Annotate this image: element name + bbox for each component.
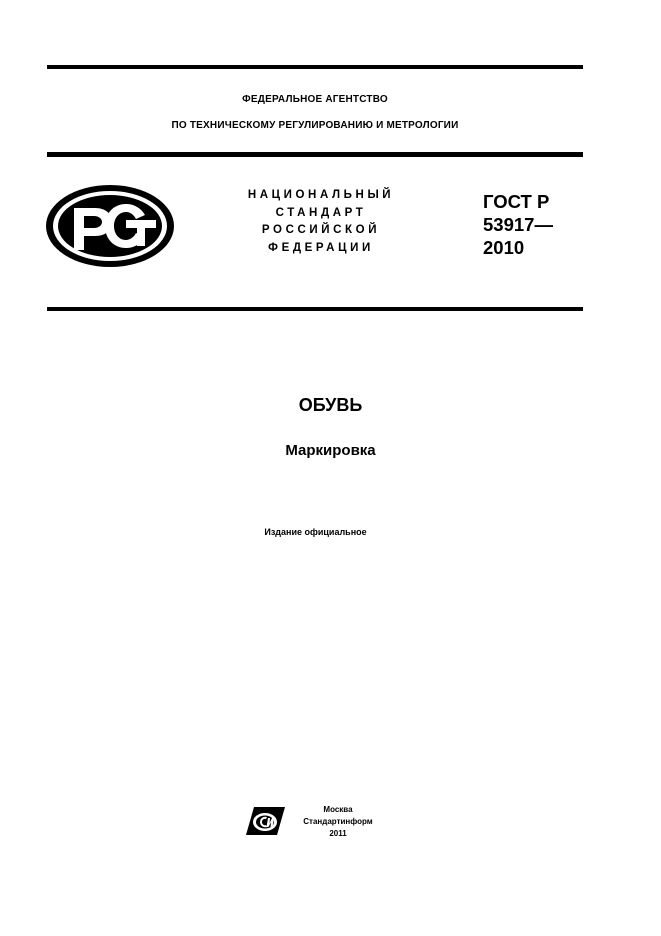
- designation-line: 53917—: [483, 214, 553, 235]
- document-title: ОБУВЬ: [298, 395, 363, 415]
- standard-designation: [483, 190, 553, 259]
- designation-line: ГОСТ Р: [483, 191, 550, 212]
- publisher-name: Стандартинформ: [303, 817, 373, 826]
- publisher-city: Москва: [323, 805, 353, 814]
- standard-type-line: СТАНДАРТ: [275, 206, 367, 219]
- bottom-rule: [47, 307, 583, 311]
- standard-type-line: НАЦИОНАЛЬНЫЙ: [247, 189, 395, 201]
- edition-note: Издание официальное: [264, 527, 367, 537]
- publisher-imprint: [290, 804, 386, 840]
- rst-certification-mark-icon: [44, 183, 176, 269]
- top-rule: [47, 65, 583, 69]
- agency-name-line-2: ПО ТЕХНИЧЕСКОМУ РЕГУЛИРОВАНИЮ И МЕТРОЛОГИИ: [171, 120, 459, 131]
- standard-type-line: ФЕДЕРАЦИИ: [268, 241, 374, 254]
- standartinform-logo-icon: [245, 806, 286, 836]
- standard-type-line: РОССИЙСКОЙ: [261, 224, 381, 236]
- agency-name-line-1: ФЕДЕРАЛЬНОЕ АГЕНТСТВО: [242, 94, 388, 105]
- publication-year: 2011: [329, 829, 347, 838]
- middle-rule: [47, 152, 583, 157]
- standard-type-block: [230, 187, 412, 257]
- document-subtitle: Маркировка: [285, 442, 376, 459]
- designation-line: 2010: [483, 237, 525, 258]
